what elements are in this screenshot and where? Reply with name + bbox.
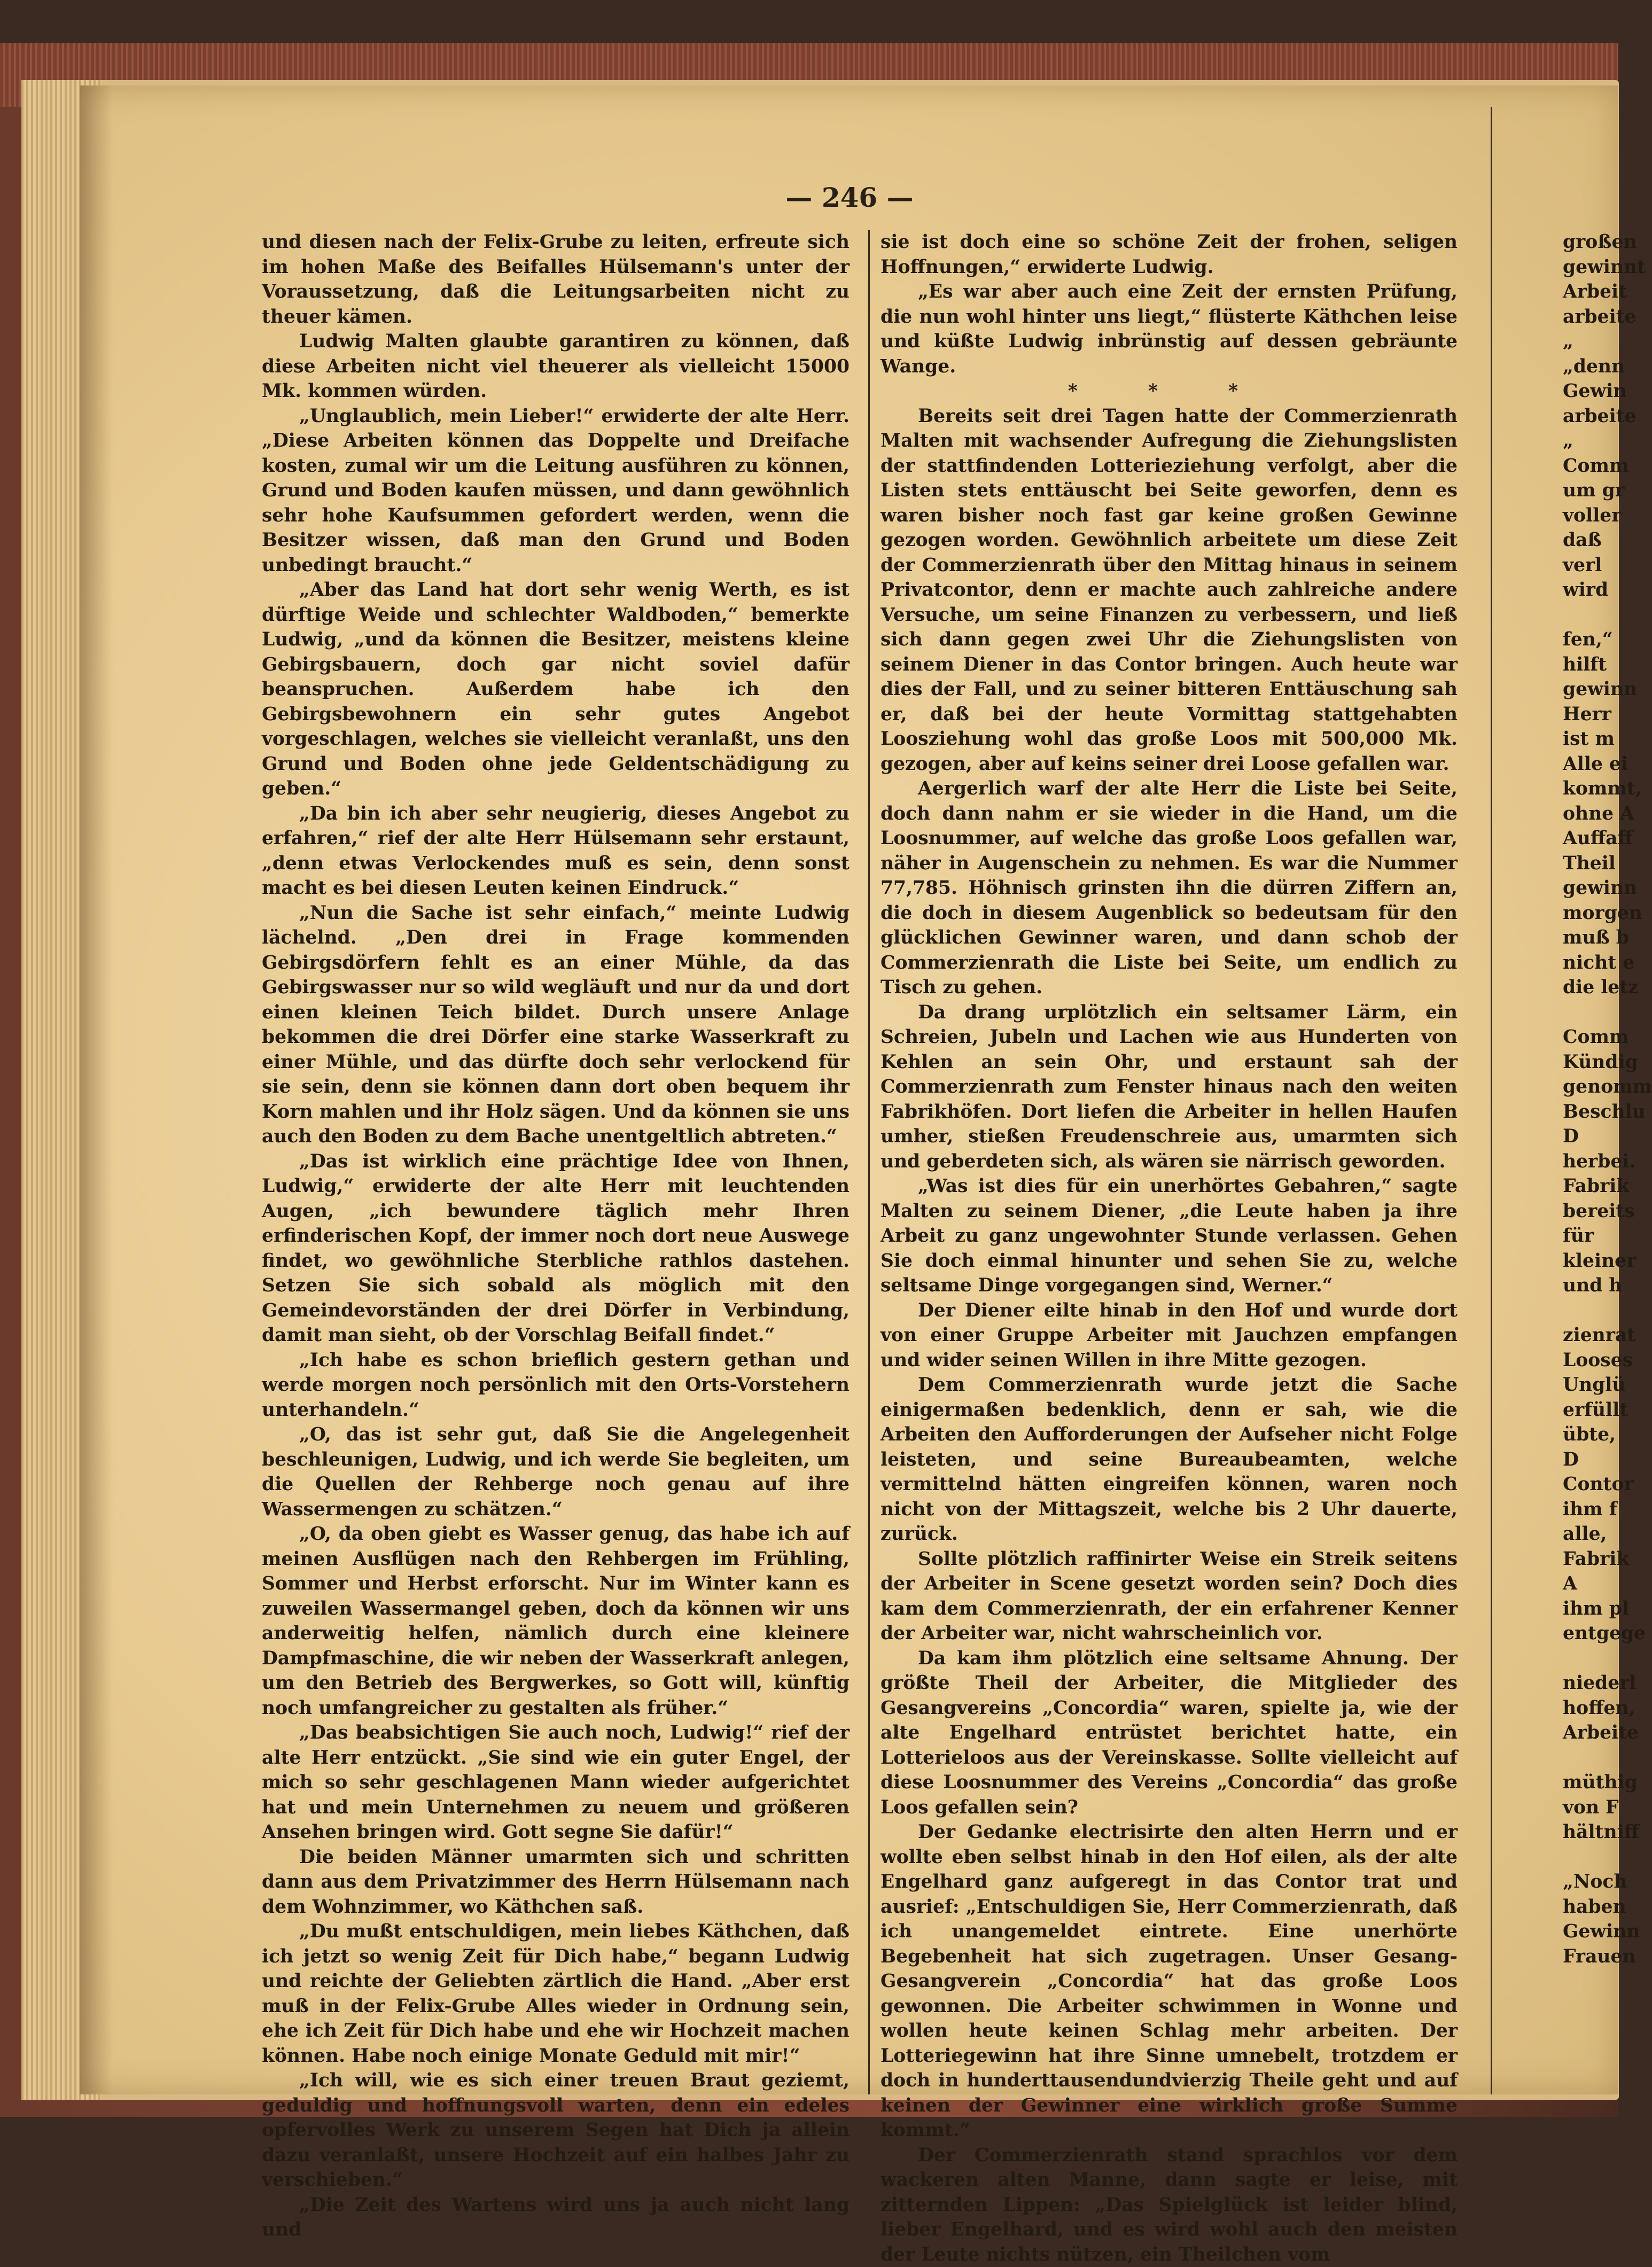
line-fragment: daß bbox=[1563, 528, 1618, 553]
line-fragment: „denn bbox=[1563, 354, 1618, 379]
line-fragment: Beschlu bbox=[1563, 1100, 1618, 1125]
middle-text-column bbox=[880, 230, 1458, 2267]
line-fragment: Arbeite bbox=[1563, 1720, 1618, 1746]
line-fragment: Frauen bbox=[1563, 1944, 1618, 1969]
line-fragment: Contor bbox=[1563, 1472, 1618, 1497]
line-fragment: arbeite bbox=[1563, 404, 1618, 429]
line-fragment: Comm bbox=[1563, 454, 1618, 479]
line-fragment: fen,“ bbox=[1563, 627, 1618, 652]
line-fragment: Arbeit bbox=[1563, 279, 1618, 305]
line-fragment: hältniff bbox=[1563, 1820, 1618, 1845]
line-fragment: genomm bbox=[1563, 1074, 1618, 1100]
line-fragment: Herr bbox=[1563, 702, 1618, 727]
line-fragment: „ bbox=[1563, 329, 1618, 354]
paragraph: Da drang urplötzlich ein seltsamer Lärm, ein Schreien, Jubeln und Lachen wie aus Hunderten von Kehlen an sein Ohr, und erstaunt sah der Commerzienrath zum Fenster hinaus nach den weiten Fabrikhöfen. Dort liefen die Arbeiter in hellen Haufen umher, stießen Freudenschreie aus, umarmten sich und geberdeten sich, als wären sie närrisch geworden. bbox=[880, 1000, 1458, 1174]
line-fragment: zienrat bbox=[1563, 1323, 1618, 1348]
paragraph: „Nun die Sache ist sehr einfach,“ meinte Ludwig lächelnd. „Den drei in Frage kommenden Gebirgsdörfern fehlt es an einer Mühle, da das Gebirgswasser nur so wild wegläuft und nur da und dort einen kleinen Teich bildet. Durch unsere Anlage bekommen die drei Dörfer eine starke Wasserkraft zu einer Mühle, und das dürfte doch sehr verlockend für sie sein, denn sie können dann dort oben bequem ihr Korn mahlen und ihr Holz sägen. Und da können sie uns auch den Boden zu dem Bache unentgeltlich abtreten.“ bbox=[262, 901, 850, 1149]
line-fragment: müthig bbox=[1563, 1770, 1618, 1795]
line-fragment: A bbox=[1563, 1571, 1618, 1596]
line-fragment: D bbox=[1563, 1124, 1618, 1149]
line-fragment: ihm pl bbox=[1563, 1596, 1618, 1622]
line-fragment: bereits bbox=[1563, 1199, 1618, 1224]
line-fragment: ohne A bbox=[1563, 801, 1618, 827]
column-rule bbox=[868, 230, 870, 2094]
line-fragment: Auffaff bbox=[1563, 826, 1618, 851]
paragraph: Die beiden Männer umarmten sich und schritten dann aus dem Privatzimmer des Herrn Hülsemann nach dem Wohnzimmer, wo Käthchen saß. bbox=[262, 1845, 850, 1920]
line-fragment: großen bbox=[1563, 230, 1618, 255]
line-fragment: ist m bbox=[1563, 727, 1618, 752]
line-fragment: muß b bbox=[1563, 925, 1618, 951]
section-separator: * * * bbox=[880, 379, 1458, 404]
line-fragment: Fabrik bbox=[1563, 1174, 1618, 1199]
paragraph: „Da bin ich aber sehr neugierig, dieses Angebot zu erfahren,“ rief der alte Herr Hülsemann sehr erstaunt, „denn etwas Verlockendes muß es sein, denn sonst macht es bei diesen Leuten keinen Eindruck.“ bbox=[262, 801, 850, 901]
line-fragment: von F bbox=[1563, 1795, 1618, 1820]
line-fragment: haben bbox=[1563, 1895, 1618, 1920]
line-fragment: übte, bbox=[1563, 1422, 1618, 1447]
paragraph: „Ich habe es schon brieflich gestern gethan und werde morgen noch persönlich mit den Orts-Vorstehern unterhandeln.“ bbox=[262, 1348, 850, 1423]
line-fragment: nicht e bbox=[1563, 951, 1618, 976]
paragraph: „Ich will, wie es sich einer treuen Braut geziemt, geduldig und hoffnungsvoll warten, denn ein edeles opfervolles Werk zu unserem Segen hat Dich ja allein dazu veranlaßt, unsere Hochzeit auf ein halbes Jahr zu verschieben.“ bbox=[262, 2068, 850, 2193]
line-fragment: hoffen, bbox=[1563, 1696, 1618, 1721]
line-fragment: Unglü bbox=[1563, 1373, 1618, 1398]
line-fragment: entgege bbox=[1563, 1621, 1618, 1646]
line-fragment: Looses bbox=[1563, 1348, 1618, 1373]
paragraph: „Aber das Land hat dort sehr wenig Werth, es ist dürftige Weide und schlechter Waldboden,“ bemerkte Ludwig, „und da können die Besitzer, meistens kleine Gebirgsbauern, doch gar nicht soviel dafür beanspruchen. Außerdem habe ich den Gebirgsbewohnern ein sehr gutes Angebot vorgeschlagen, welches sie vielleicht veranlaßt, uns den Grund und Boden ohne jede Geldentschädigung zu geben.“ bbox=[262, 578, 850, 801]
paragraph: „O, da oben giebt es Wasser genug, das habe ich auf meinen Ausflügen nach den Rehbergen im Frühling, Sommer und Herbst erforscht. Nur im Winter kann es zuweilen Wassermangel geben, doch da können wir uns anderweitig helfen, nämlich durch eine kleinere Dampfmaschine, die wir neben der Wasserkraft anlegen, um den Betrieb des Bergwerkes, so Gott will, künftig noch umfangreicher zu gestalten als früher.“ bbox=[262, 1522, 850, 1720]
line-fragment: hilft bbox=[1563, 652, 1618, 677]
line-fragment: kleiner bbox=[1563, 1249, 1618, 1274]
paragraph: „Das ist wirklich eine prächtige Idee von Ihnen, Ludwig,“ erwiderte der alte Herr mit leuchtenden Augen, „ich bewundere täglich mehr Ihren erfinderischen Kopf, der immer noch dort neue Auswege findet, wo gewöhnliche Sterbliche rathlos dastehen. Setzen Sie sich sobald als möglich mit den Gemeindevorständen der drei Dörfer in Verbindung, damit man sieht, ob der Vorschlag Beifall findet.“ bbox=[262, 1149, 850, 1348]
line-fragment: niederl bbox=[1563, 1671, 1618, 1696]
paragraph: sie ist doch eine so schöne Zeit der frohen, seligen Hoffnungen,“ erwiderte Ludwig. bbox=[880, 230, 1458, 279]
line-fragment bbox=[1563, 1845, 1618, 1870]
paragraph: Der Gedanke electrisirte den alten Herrn und er wollte eben selbst hinab in den Hof eilen, als der alte Engelhard ganz aufgeregt in das Contor trat und ausrief: „Entschuldigen Sie, Herr Commerzienrath, daß ich unangemeldet eintrete. Eine unerhörte Begebenheit hat sich zugetragen. Unser Gesang- Gesangverein „Concordia“ hat das große Loos gewonnen. Die Arbeiter schwimmen in Wonne und wollen heute keinen Schlag mehr arbeiten. Der Lotteriegewinn hat ihre Sinne umnebelt, trotzdem er doch in hunderttausendundvierzig Theile geht und auf keinen der Gewinner eine wirklich große Summe kommt.“ bbox=[880, 1820, 1458, 2143]
line-fragment: Theil bbox=[1563, 851, 1618, 876]
line-fragment bbox=[1563, 1646, 1618, 1671]
paragraph: „Unglaublich, mein Lieber!“ erwiderte der alte Herr. „Diese Arbeiten können das Doppelte und Dreifache kosten, zumal wir um die Leitung ausführen zu können, Grund und Boden kaufen müssen, und dann gewöhnlich sehr hohe Kaufsummen gefordert werden, wenn die Besitzer wissen, daß man den Grund und Boden unbedingt braucht.“ bbox=[262, 404, 850, 578]
paragraph: Ludwig Malten glaubte garantiren zu können, daß diese Arbeiten nicht viel theuerer als vielleicht 15000 Mk. kommen würden. bbox=[262, 329, 850, 404]
paragraph: Aergerlich warf der alte Herr die Liste bei Seite, doch dann nahm er sie wieder in die Hand, um die Loosnummer, auf welche das große Loos gefallen war, näher in Augenschein zu nehmen. Es war die Nummer 77,785. Höhnisch grinsten ihn die dürren Ziffern an, die doch in diesem Augenblick so bedeutsam für den glücklichen Gewinner waren, und dann schob der Commerzienrath die Liste bei Seite, um endlich zu Tisch zu gehen. bbox=[880, 776, 1458, 1000]
line-fragment: alle, bbox=[1563, 1522, 1618, 1547]
paragraph: Der Commerzienrath stand sprachlos vor dem wackeren alten Manne, dann sagte er leise, mit zitternden Lippen: „Das Spielglück ist leider blind, lieber Engelhard, und es wird wohl auch den meisten der Leute nichts nützen, ein Theilchen vom bbox=[880, 2143, 1458, 2267]
line-fragment: wird bbox=[1563, 578, 1618, 603]
line-fragment: Gewinn bbox=[1563, 1919, 1618, 1944]
line-fragment: die letz bbox=[1563, 975, 1618, 1000]
paragraph: und diesen nach der Felix-Grube zu leiten, erfreute sich im hohen Maße des Beifalles Hülsemann's unter der Voraussetzung, daß die Leitungsarbeiten nicht zu theuer kämen. bbox=[262, 230, 850, 329]
paragraph: Der Diener eilte hinab in den Hof und wurde dort von einer Gruppe Arbeiter mit Jauchzen empfangen und wider seinen Willen in ihre Mitte gezogen. bbox=[880, 1298, 1458, 1373]
line-fragment: ihm f bbox=[1563, 1497, 1618, 1522]
paragraph: „O, das ist sehr gut, daß Sie die Angelegenheit beschleunigen, Ludwig, und ich werde Sie begleiten, um die Quellen der Rehberge noch genau auf ihre Wassermengen zu schätzen.“ bbox=[262, 1422, 850, 1522]
line-fragment: und h bbox=[1563, 1273, 1618, 1298]
line-fragment bbox=[1563, 1298, 1618, 1323]
line-fragment bbox=[1563, 1000, 1618, 1025]
paragraph: Da kam ihm plötzlich eine seltsame Ahnung. Der größte Theil der Arbeiter, die Mitglieder des Gesangvereins „Concordia“ waren, spielte ja, wie der alte Engelhard entrüstet berichtet hatte, ein Lotterieloos aus der Vereinskasse. Sollte vielleicht auf diese Loosnummer des Vereins „Concordia“ das große Loos gefallen sein? bbox=[880, 1646, 1458, 1820]
line-fragment: D bbox=[1563, 1447, 1618, 1473]
line-fragment: verl bbox=[1563, 553, 1618, 578]
line-fragment: Comm bbox=[1563, 1025, 1618, 1050]
gutter-shadow bbox=[80, 85, 112, 2094]
paragraph: „Es war aber auch eine Zeit der ernsten Prüfung, die nun wohl hinter uns liegt,“ flüsterte Käthchen leise und küßte Ludwig inbrünstig auf dessen gebräunte Wange. bbox=[880, 279, 1458, 379]
line-fragment: morgen bbox=[1563, 901, 1618, 926]
page-number: — 246 — bbox=[780, 182, 919, 213]
paragraph: „Das beabsichtigen Sie auch noch, Ludwig!“ rief der alte Herr entzückt. „Sie sind wie ein guter Engel, der mich so sehr geschlagenen Mann wieder aufgerichtet hat und mein Unternehmen zu neuem und größeren Ansehen bringen wird. Gott segne Sie dafür!“ bbox=[262, 1720, 850, 1845]
line-fragment bbox=[1563, 1746, 1618, 1771]
line-fragment: gewinn bbox=[1563, 876, 1618, 901]
paragraph: Sollte plötzlich raffinirter Weise ein Streik seitens der Arbeiter in Scene gesetzt worden sein? Doch dies kam dem Commerzienrath, der ein erfahrener Kenner der Arbeiter war, nicht wahrscheinlich vor. bbox=[880, 1547, 1458, 1646]
line-fragment: „ bbox=[1563, 429, 1618, 454]
line-fragment: Kündig bbox=[1563, 1050, 1618, 1075]
paragraph: Dem Commerzienrath wurde jetzt die Sache einigermaßen bedenklich, denn er sah, wie die Arbeiten den Aufforderungen der Aufseher nicht Folge leisteten, und seine Bureaubeamten, welche vermittelnd hätten eingreifen können, waren noch nicht von der Mittagszeit, welche bis 2 Uhr dauerte, zurück. bbox=[880, 1373, 1458, 1547]
line-fragment: herbei. bbox=[1563, 1149, 1618, 1174]
paragraph: Bereits seit drei Tagen hatte der Commerzienrath Malten mit wachsender Aufregung die Ziehungslisten der stattfindenden Lotterieziehung verfolgt, aber die Listen stets enttäuscht bei Seite geworfen, denn es waren bisher noch fast gar keine großen Gewinne gezogen worden. Gewöhnlich arbeitete um diese Zeit der Commerzienrath über den Mittag hinaus in seinem Privatcontor, denn er machte auch zahlreiche andere Versuche, um seine Finanzen zu verbessern, und ließ sich dann gegen zwei Uhr die Ziehungslisten von seinem Diener in das Contor bringen. Auch heute war dies der Fall, und zu seiner bitteren Enttäuschung sah er, daß bei der heute Vormittag stattgehabten Loosziehung wohl das große Loos mit 500,000 Mk. gezogen, aber auf keins seiner drei Loose gefallen war. bbox=[880, 404, 1458, 777]
line-fragment: Alle ei bbox=[1563, 752, 1618, 777]
line-fragment: kommt, bbox=[1563, 776, 1618, 801]
line-fragment: um gr bbox=[1563, 478, 1618, 503]
line-fragment: gewinnt bbox=[1563, 255, 1618, 280]
line-fragment bbox=[1563, 603, 1618, 628]
paragraph: „Was ist dies für ein unerhörtes Gebahren,“ sagte Malten zu seinem Diener, „die Leute haben ja ihre Arbeit zu ganz ungewohnter Stunde verlassen. Gehen Sie doch einmal hinunter und sehen Sie zu, welche seltsame Dinge vorgegangen sind, Werner.“ bbox=[880, 1174, 1458, 1298]
line-fragment: arbeite bbox=[1563, 305, 1618, 330]
column-rule bbox=[1491, 107, 1492, 2094]
line-fragment: gewinn bbox=[1563, 677, 1618, 702]
line-fragment: Fabrik bbox=[1563, 1547, 1618, 1572]
left-text-column bbox=[262, 230, 850, 2242]
paragraph: „Du mußt entschuldigen, mein liebes Käthchen, daß ich jetzt so wenig Zeit für Dich habe,“ begann Ludwig und reichte der Geliebten zärtlich die Hand. „Aber erst muß in der Felix-Grube Alles wieder in Ordnung sein, ehe ich Zeit für Dich habe und ehe wir Hochzeit machen können. Habe noch einige Monate Geduld mit mir!“ bbox=[262, 1919, 850, 2068]
line-fragment: Gewin bbox=[1563, 379, 1618, 404]
line-fragment: voller bbox=[1563, 503, 1618, 528]
line-fragment: „Noch bbox=[1563, 1869, 1618, 1895]
line-fragment: erfüllt bbox=[1563, 1398, 1618, 1423]
line-fragment: für bbox=[1563, 1224, 1618, 1249]
paragraph: „Die Zeit des Wartens wird uns ja auch nicht lang und bbox=[262, 2193, 850, 2242]
right-text-column-fragment bbox=[1563, 230, 1618, 1969]
